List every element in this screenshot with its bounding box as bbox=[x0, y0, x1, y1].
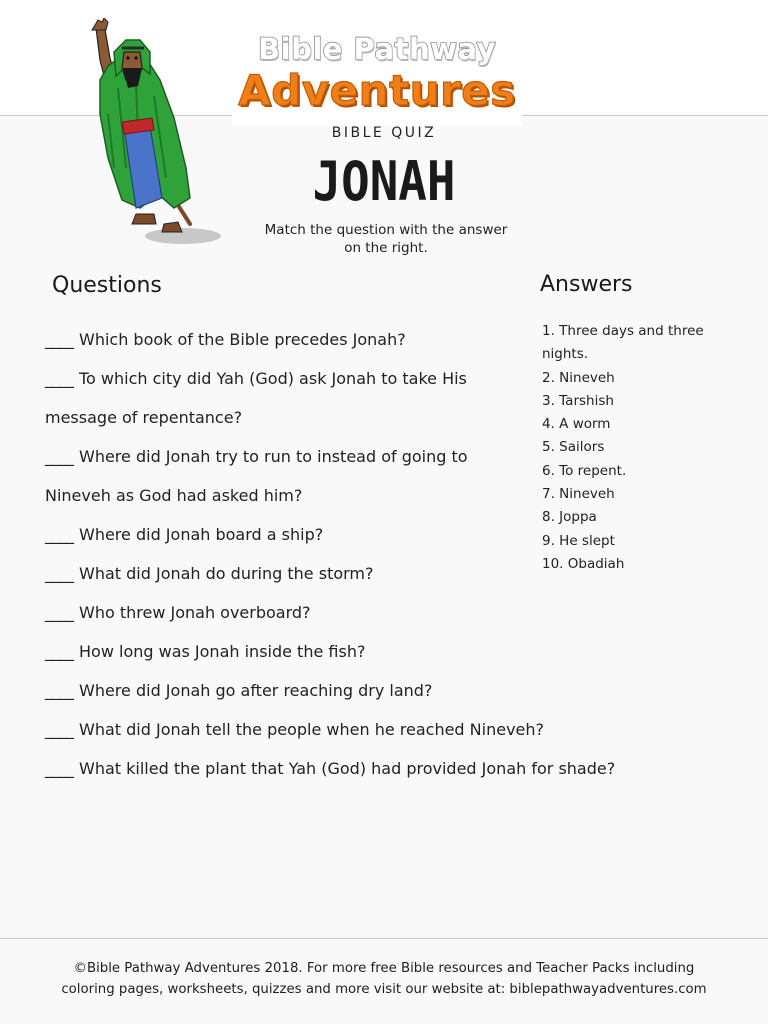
question-item bbox=[45, 515, 515, 554]
question-item bbox=[45, 749, 685, 788]
answer-blank[interactable]: ____ bbox=[45, 681, 73, 700]
question-item bbox=[45, 671, 515, 710]
answers-list bbox=[542, 320, 712, 576]
question-item bbox=[45, 710, 685, 749]
logo-text-bible-pathway: Bible Pathway bbox=[258, 32, 496, 66]
footer-line-1: ©Bible Pathway Adventures 2018. For more free Bible resources and Teacher Packs including bbox=[73, 961, 695, 976]
question-text: Where did Jonah board a ship? bbox=[79, 525, 324, 544]
footer-divider bbox=[0, 938, 768, 939]
answer-blank[interactable]: ____ bbox=[45, 447, 73, 466]
question-item bbox=[45, 437, 515, 515]
question-text: What did Jonah do during the storm? bbox=[79, 564, 374, 583]
question-text: What did Jonah tell the people when he reached Nineveh? bbox=[79, 720, 545, 739]
jonah-figure-illustration bbox=[78, 18, 228, 248]
answer-blank[interactable]: ____ bbox=[45, 330, 73, 349]
answer-item: 8. Joppa bbox=[542, 509, 597, 526]
answer-item: 1. Three days and three nights. bbox=[542, 323, 704, 363]
answer-blank[interactable]: ____ bbox=[45, 369, 73, 388]
question-text: Where did Jonah try to run to instead of going to Nineveh as God had asked him? bbox=[45, 447, 468, 505]
question-item bbox=[45, 320, 515, 359]
question-text: Who threw Jonah overboard? bbox=[79, 603, 311, 622]
question-item bbox=[45, 359, 515, 437]
answers-heading: Answers bbox=[540, 272, 633, 297]
answer-item: 9. He slept bbox=[542, 532, 615, 549]
question-text: How long was Jonah inside the fish? bbox=[79, 642, 366, 661]
answer-blank[interactable]: ____ bbox=[45, 642, 73, 661]
quiz-instruction: Match the question with the answer on the right. bbox=[264, 222, 508, 256]
answer-item: 2. Nineveh bbox=[542, 369, 615, 386]
answer-blank[interactable]: ____ bbox=[45, 564, 73, 583]
answer-item: 7. Nineveh bbox=[542, 486, 615, 503]
answer-blank[interactable]: ____ bbox=[45, 525, 73, 544]
quiz-label: BIBLE QUIZ bbox=[331, 125, 437, 141]
footer bbox=[20, 958, 748, 1000]
page-title: JONAH bbox=[312, 150, 456, 213]
answer-item: 4. A worm bbox=[542, 416, 611, 433]
logo-text-adventures: Adventures bbox=[238, 66, 516, 115]
footer-line-2: coloring pages, worksheets, quizzes and more visit our website at: biblepathwayadventures.com bbox=[61, 982, 707, 997]
question-text: Where did Jonah go after reaching dry land? bbox=[79, 681, 433, 700]
question-text: To which city did Yah (God) ask Jonah to take His message of repentance? bbox=[45, 369, 467, 427]
answer-item: 5. Sailors bbox=[542, 439, 605, 456]
answer-blank[interactable]: ____ bbox=[45, 759, 73, 778]
answer-item: 10. Obadiah bbox=[542, 555, 625, 572]
answer-item: 3. Tarshish bbox=[542, 392, 614, 409]
questions-heading: Questions bbox=[52, 273, 162, 298]
answer-item: 6. To repent. bbox=[542, 462, 627, 479]
site-logo bbox=[232, 28, 522, 126]
question-item bbox=[45, 632, 515, 671]
question-text: What killed the plant that Yah (God) had provided Jonah for shade? bbox=[79, 759, 616, 778]
question-item bbox=[45, 554, 515, 593]
question-text: Which book of the Bible precedes Jonah? bbox=[79, 330, 406, 349]
answer-blank[interactable]: ____ bbox=[45, 603, 73, 622]
answer-blank[interactable]: ____ bbox=[45, 720, 73, 739]
question-item bbox=[45, 593, 515, 632]
